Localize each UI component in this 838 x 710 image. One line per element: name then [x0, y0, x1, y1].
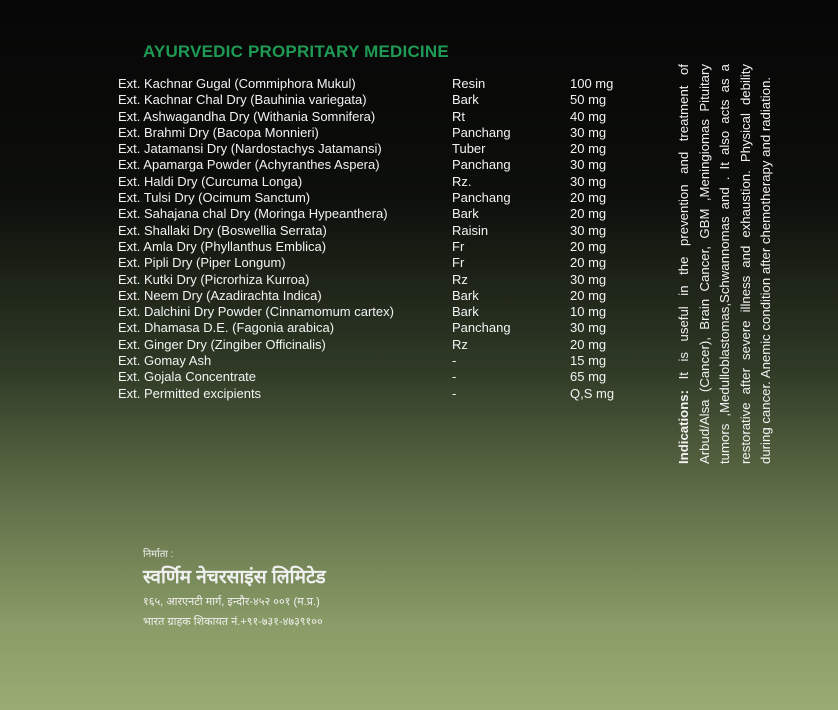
ingredient-name: Ext. Apamarga Powder (Achyranthes Aspera)	[118, 157, 380, 173]
ingredient-name: Ext. Pipli Dry (Piper Longum)	[118, 255, 286, 271]
ingredient-quantity: 15 mg	[570, 353, 607, 369]
ingredient-quantity: 30 mg	[570, 271, 607, 287]
ingredient-part: Panchang	[452, 320, 511, 336]
ingredient-name: Ext. Permitted excipients	[118, 385, 262, 401]
ingredient-name: Ext. Sahajana chal Dry (Moringa Hypeanthera)	[118, 206, 388, 222]
manufacturer-address: १६५, आरएनटी मार्ग, इन्दौर-४५२ ००१ (म.प्र.)	[143, 596, 320, 608]
indications-label: Indications:	[676, 390, 691, 464]
ingredient-part: Rz	[452, 336, 468, 352]
ingredient-quantity: 30 mg	[570, 320, 607, 336]
ingredient-quantity: 65 mg	[570, 369, 607, 385]
ingredient-part: Rt	[452, 108, 465, 124]
ingredient-part: -	[452, 385, 457, 401]
ingredient-name: Ext. Dalchini Dry Powder (Cinnamomum cartex)	[118, 304, 394, 320]
ingredient-part: Resin	[452, 76, 486, 91]
ingredient-quantity: 20 mg	[570, 238, 607, 254]
ingredient-name: Ext. Haldi Dry (Curcuma Longa)	[118, 173, 303, 189]
ingredient-part: Bark	[452, 287, 479, 303]
ingredient-name: Ext. Ashwagandha Dry (Withania Somnifera)	[118, 108, 376, 124]
ingredient-name: Ext. Gojala Concentrate	[118, 369, 257, 385]
ingredient-name: Ext. Dhamasa D.E. (Fagonia arabica)	[118, 320, 335, 336]
ingredient-quantity: 40 mg	[570, 108, 607, 124]
ingredient-quantity: 20 mg	[570, 190, 607, 206]
ingredient-quantity: 30 mg	[570, 222, 607, 238]
ingredient-quantity: 100 mg	[570, 76, 614, 91]
indications-text	[674, 64, 800, 464]
ingredient-quantity: 20 mg	[570, 255, 607, 271]
ingredient-name: Ext. Kachnar Chal Dry (Bauhinia variegata)	[118, 92, 367, 108]
ingredient-part: Bark	[452, 304, 479, 320]
ingredient-quantity: 30 mg	[570, 173, 607, 189]
ingredient-part: Rz	[452, 271, 468, 287]
ingredient-part: Panchang	[452, 157, 511, 173]
ingredient-quantity: 30 mg	[570, 124, 607, 140]
ingredient-part: Rz.	[452, 173, 472, 189]
ingredient-part: Panchang	[452, 190, 511, 206]
ingredient-name: Ext. Amla Dry (Phyllanthus Emblica)	[118, 238, 327, 254]
ingredient-quantity: Q,S mg	[570, 385, 615, 401]
ingredient-part: -	[452, 369, 457, 385]
ingredient-part: Bark	[452, 206, 479, 222]
manufacturer-label: निर्माता :	[143, 549, 174, 560]
ingredient-part: Fr	[452, 255, 465, 271]
ingredient-quantity: 30 mg	[570, 157, 607, 173]
ingredient-part: Panchang	[452, 124, 511, 140]
ingredient-quantity: 20 mg	[570, 336, 607, 352]
ingredient-name: Ext. Neem Dry (Azadirachta Indica)	[118, 287, 322, 303]
consumer-complaint-number: भारत ग्राहक शिकायत नं.+९१-७३१-४७३९१००	[143, 616, 323, 628]
ingredient-quantity: 50 mg	[570, 92, 607, 108]
ingredient-quantity: 20 mg	[570, 141, 607, 157]
product-title: AYURVEDIC PROPRITARY MEDICINE	[143, 42, 449, 61]
ingredient-quantity: 20 mg	[570, 287, 607, 303]
ingredient-name: Ext. Gomay Ash	[118, 353, 212, 369]
ingredient-name: Ext. Tulsi Dry (Ocimum Sanctum)	[118, 190, 311, 206]
ingredient-part: Fr	[452, 238, 465, 254]
ingredient-quantity: 20 mg	[570, 206, 607, 222]
ingredient-name: Ext. Kachnar Gugal (Commiphora Mukul)	[118, 76, 356, 91]
ingredient-name: Ext. Shallaki Dry (Boswellia Serrata)	[118, 222, 327, 238]
ingredient-part: Raisin	[452, 222, 489, 238]
ingredient-part: -	[452, 353, 457, 369]
ingredient-name: Ext. Kutki Dry (Picrorhiza Kurroa)	[118, 271, 310, 287]
ingredient-name: Ext. Brahmi Dry (Bacopa Monnieri)	[118, 124, 319, 140]
manufacturer-name: स्वर्णिम नेचरसाइंस लिमिटेड	[143, 567, 326, 588]
ingredient-name: Ext. Jatamansi Dry (Nardostachys Jatamansi)	[118, 141, 382, 157]
ingredient-part: Tuber	[452, 141, 486, 157]
ingredient-quantity: 10 mg	[570, 304, 607, 320]
ingredient-name: Ext. Ginger Dry (Zingiber Officinalis)	[118, 336, 326, 352]
ingredient-part: Bark	[452, 92, 479, 108]
manufacturer-block	[143, 546, 326, 629]
indications-body: It is useful in the prevention and treatment of Arbud/Alsa (Cancer), Brain Cancer, GBM ,Meningiomas Pituitary tumors ,Medulloblastomas,Schwannomas and . It also acts as a restorative after severe illness and exhaustion. Physical debility during cancer. Anemic condition after chemotherapy and radiation.	[676, 64, 773, 464]
